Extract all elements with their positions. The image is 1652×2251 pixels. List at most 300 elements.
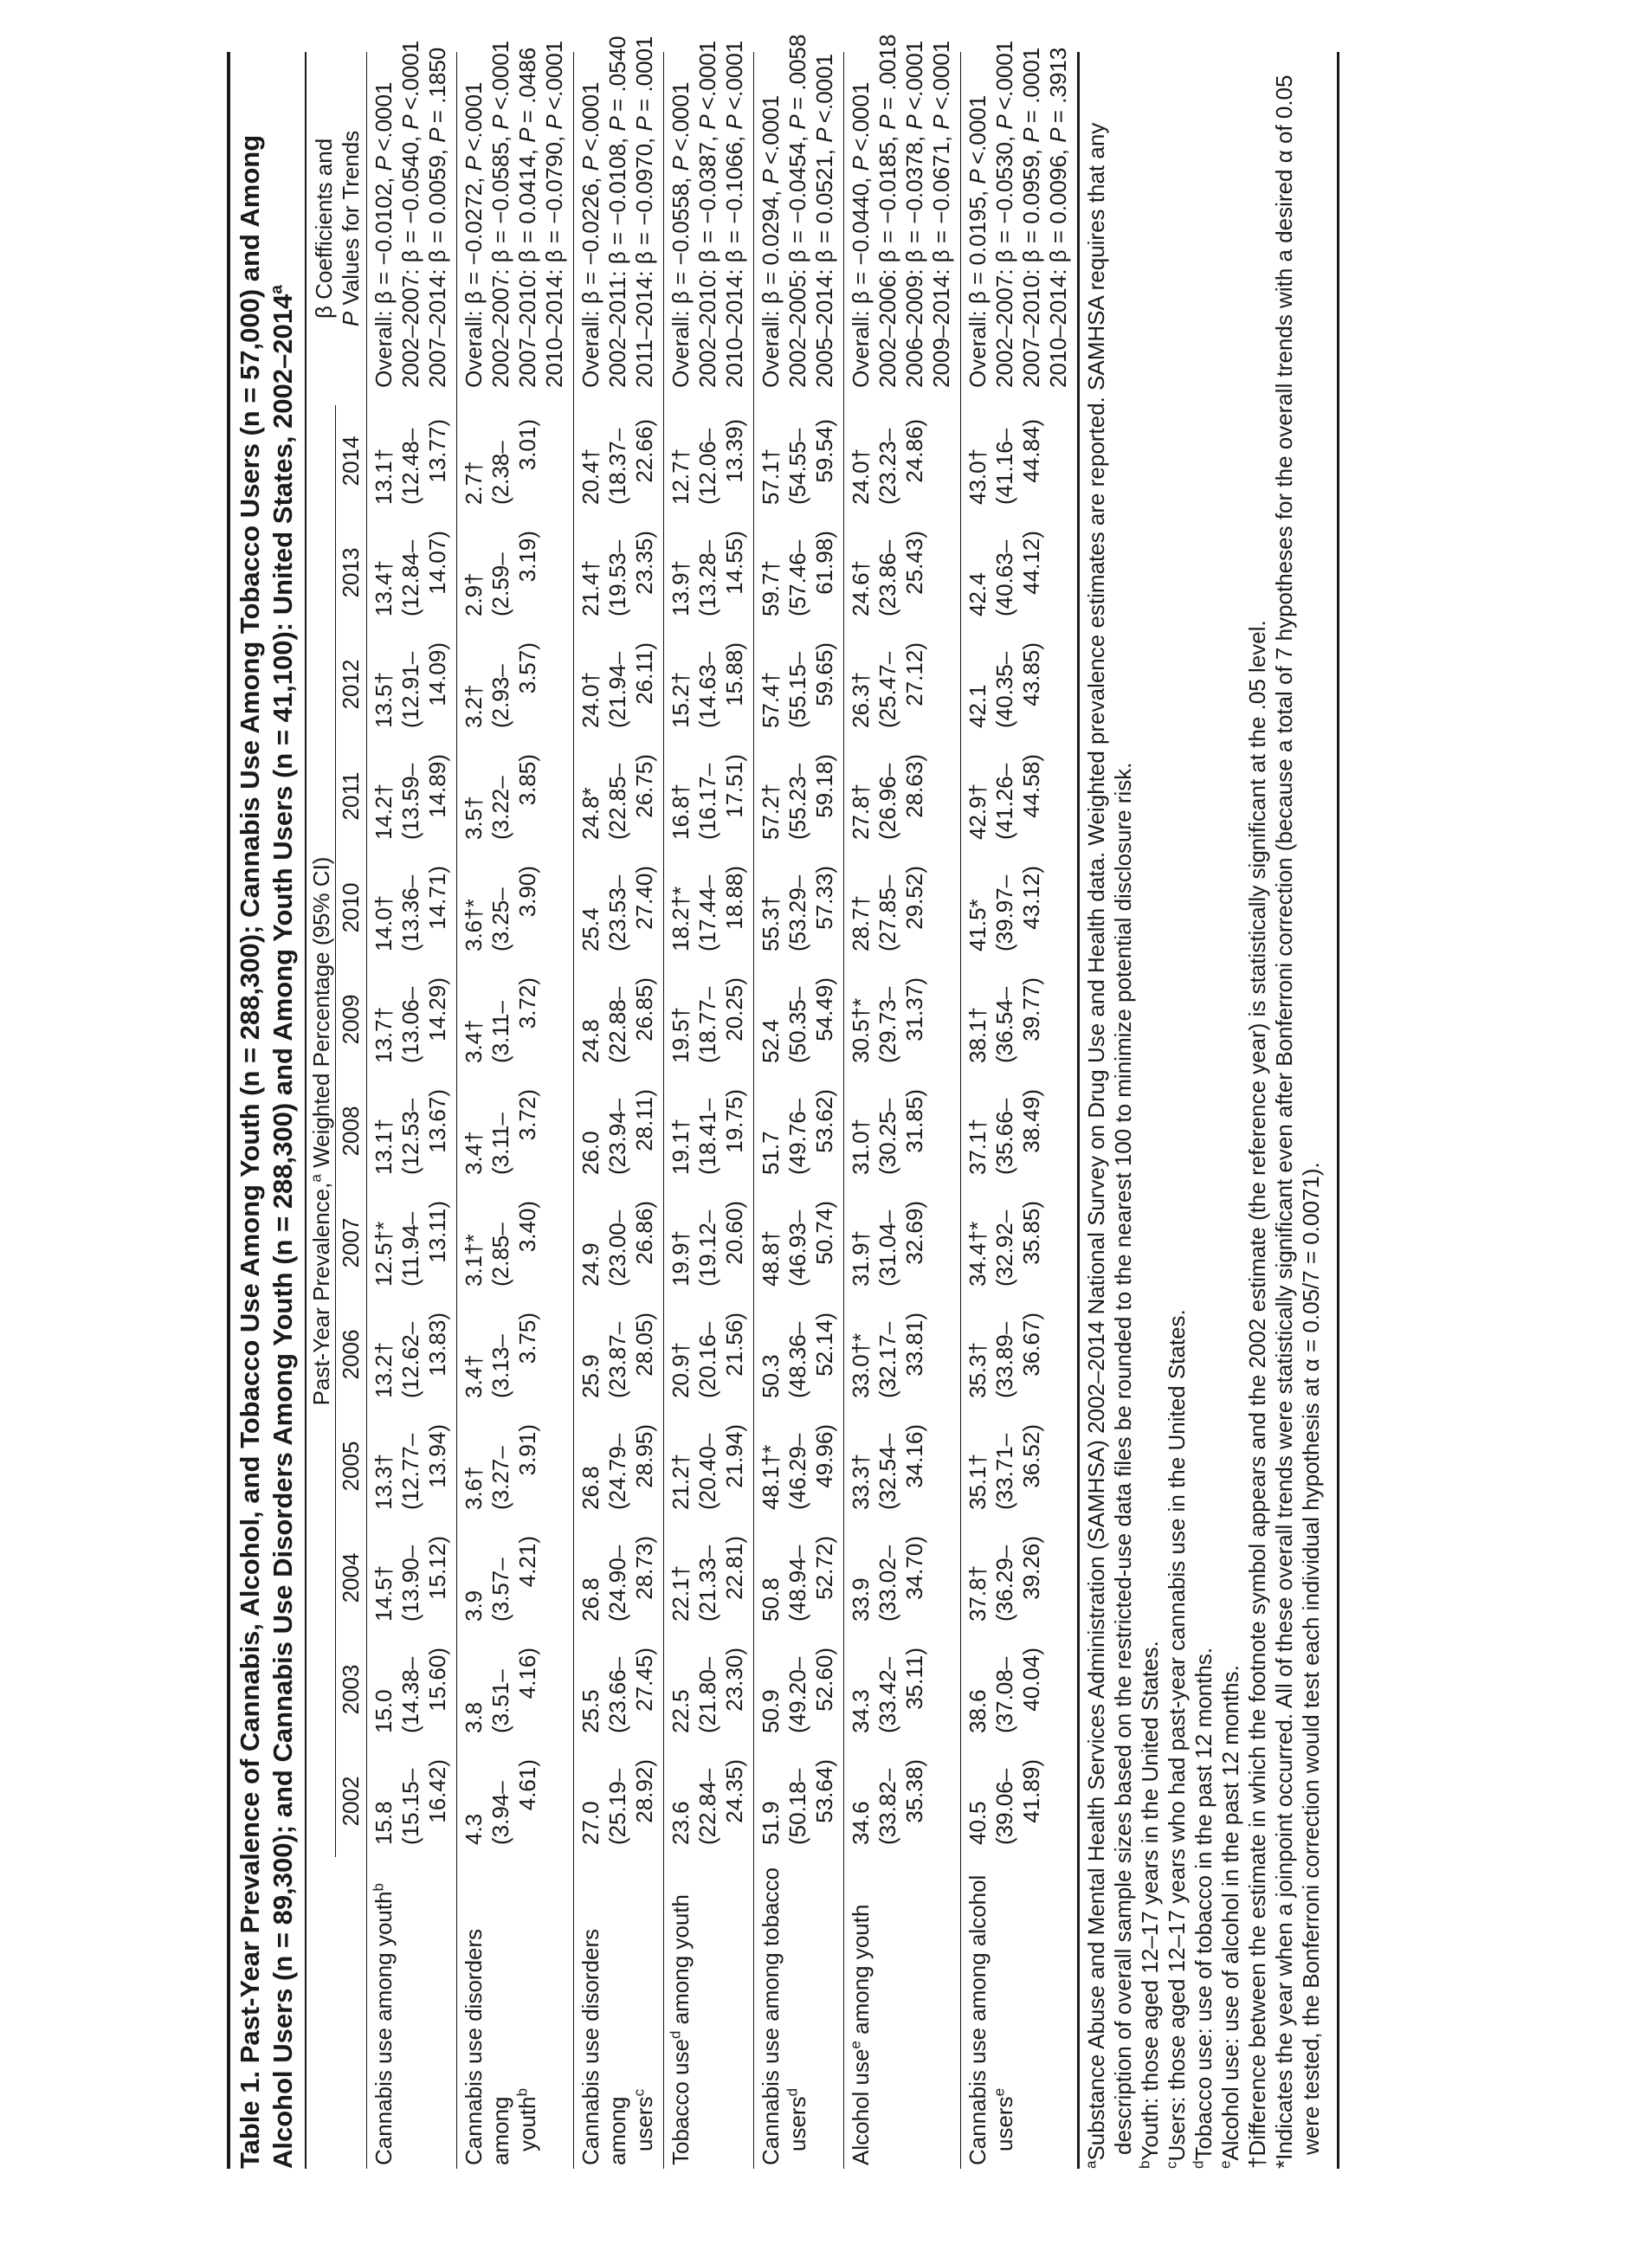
estimate: 50.3 bbox=[758, 1354, 784, 1398]
estimate: 26.8 bbox=[578, 1466, 603, 1510]
ci-lower: (35.66– bbox=[991, 1098, 1017, 1175]
estimate: 38.6 bbox=[965, 1689, 991, 1733]
estimate-cell bbox=[574, 629, 664, 740]
coef-line: 2002–2005: β = −0.0454, P = .0058 bbox=[784, 34, 810, 388]
estimate-cell bbox=[961, 1187, 1078, 1299]
estimate-cell bbox=[664, 964, 754, 1075]
estimate-cell bbox=[754, 1634, 844, 1745]
estimate-cell bbox=[574, 1075, 664, 1187]
estimate-cell bbox=[664, 1634, 754, 1745]
estimate-cell bbox=[754, 852, 844, 964]
ci-upper: 41.89) bbox=[1018, 1759, 1044, 1823]
estimate-cell bbox=[844, 1634, 961, 1745]
estimate-cell bbox=[754, 1522, 844, 1634]
estimate: 37.8† bbox=[965, 1564, 991, 1622]
ci-upper: 16.42) bbox=[424, 1759, 450, 1823]
ci-lower: (48.36– bbox=[784, 1321, 810, 1398]
ci-lower: (12.77– bbox=[397, 1433, 423, 1510]
ci-upper: 35.11) bbox=[901, 1648, 927, 1710]
estimate: 16.8† bbox=[668, 783, 694, 840]
year-header: 2002 bbox=[336, 1745, 367, 1857]
coef-line: 2002–2007: β = −0.0530, P <.0001 bbox=[991, 40, 1017, 388]
ci-upper: 40.04) bbox=[1018, 1648, 1044, 1712]
table-row bbox=[367, 52, 457, 2169]
row-label: Cannabis use disorders among users$^c$ bbox=[578, 1928, 657, 2165]
estimate-cell bbox=[574, 517, 664, 629]
estimate: 30.5†* bbox=[848, 997, 874, 1063]
estimate-cell bbox=[367, 1410, 457, 1522]
ci-lower: (2.85– bbox=[487, 1222, 513, 1287]
corner-cell-2 bbox=[336, 1857, 367, 2169]
estimate-cell bbox=[574, 852, 664, 964]
ci-lower: (50.35– bbox=[784, 986, 810, 1063]
estimate: 25.4 bbox=[578, 907, 603, 951]
estimate-cell bbox=[664, 1187, 754, 1299]
estimate-cell bbox=[844, 1522, 961, 1634]
ci-lower: (14.63– bbox=[694, 651, 720, 728]
ci-upper: 44.58) bbox=[1018, 754, 1044, 818]
estimate-cell bbox=[961, 1410, 1078, 1522]
ci-upper: 13.67) bbox=[424, 1089, 450, 1153]
ci-upper: 59.18) bbox=[811, 754, 837, 818]
ci-upper: 31.85) bbox=[901, 1089, 927, 1153]
estimate: 13.9† bbox=[668, 559, 694, 616]
ci-lower: (21.80– bbox=[694, 1656, 720, 1733]
estimate: 28.7† bbox=[848, 894, 874, 951]
estimate-cell bbox=[367, 629, 457, 740]
ci-upper: 25.43) bbox=[901, 531, 927, 595]
ci-upper: 39.77) bbox=[1018, 977, 1044, 1042]
estimate: 3.6† bbox=[461, 1466, 487, 1510]
estimate: 13.1† bbox=[371, 448, 397, 505]
footnote: $^c$Users: those aged 12–17 years who had past-year cannabis use in the United States. bbox=[1163, 1309, 1190, 2169]
year-header: 2014 bbox=[336, 405, 367, 517]
estimate-cell bbox=[367, 1522, 457, 1634]
estimate-cell bbox=[574, 1299, 664, 1410]
coef-line: 2002–2007: β = −0.0540, P <.0001 bbox=[397, 40, 423, 388]
ci-upper: 20.60) bbox=[721, 1201, 747, 1265]
estimate-cell bbox=[844, 629, 961, 740]
estimate: 13.1† bbox=[371, 1118, 397, 1175]
estimate: 26.8 bbox=[578, 1577, 603, 1622]
coef-line: 2002–2007: β = −0.0585, P <.0001 bbox=[487, 40, 513, 388]
coef-line: 2007–2010: β = 0.0959, P = .0001 bbox=[1018, 47, 1044, 388]
estimate-cell bbox=[367, 517, 457, 629]
bottom-rule bbox=[1337, 52, 1339, 2169]
ci-lower: (23.00– bbox=[604, 1209, 630, 1287]
estimate-cell bbox=[664, 740, 754, 852]
estimate: 37.1† bbox=[965, 1118, 991, 1175]
estimate: 24.8 bbox=[578, 1019, 603, 1063]
ci-lower: (37.08– bbox=[991, 1656, 1017, 1733]
estimate: 48.1†* bbox=[758, 1444, 784, 1510]
coef-line: 2007–2010: β = 0.0414, P = .0486 bbox=[514, 47, 540, 388]
estimate: 25.9 bbox=[578, 1354, 603, 1398]
ci-upper: 53.64) bbox=[811, 1759, 837, 1823]
estimate: 13.2† bbox=[371, 1341, 397, 1398]
estimate: 50.9 bbox=[758, 1689, 784, 1733]
ci-upper: 34.16) bbox=[901, 1424, 927, 1488]
ci-lower: (21.33– bbox=[694, 1545, 720, 1622]
ci-lower: (33.42– bbox=[874, 1656, 900, 1733]
estimate: 31.0† bbox=[848, 1118, 874, 1175]
ci-lower: (39.06– bbox=[991, 1768, 1017, 1845]
ci-upper: 14.71) bbox=[424, 866, 450, 930]
ci-lower: (19.12– bbox=[694, 1209, 720, 1287]
estimate: 48.8† bbox=[758, 1229, 784, 1287]
estimate: 12.7† bbox=[668, 448, 694, 505]
ci-lower: (2.93– bbox=[487, 664, 513, 728]
footnote: $^a$Substance Abuse and Mental Health Services Administration (SAMHSA) 2002–2014 National Survey on Drug Use and Health data. Weighted prevalence estimates are reported. SAMHSA requires that any description of overall sample sizes based on the restricted-use data files be rounded to the nearest 100 to minimize potential disclosure risk. bbox=[1082, 122, 1136, 2169]
ci-lower: (12.06– bbox=[694, 428, 720, 505]
estimate: 51.9 bbox=[758, 1801, 784, 1845]
estimate-cell bbox=[961, 1522, 1078, 1634]
coef-line: Overall: β = −0.0558, P <.0001 bbox=[668, 81, 694, 388]
footnote: $^d$Tobacco use: use of tobacco in the past 12 months. bbox=[1190, 1647, 1216, 2169]
year-header: 2008 bbox=[336, 1075, 367, 1187]
estimate-cell bbox=[367, 1634, 457, 1745]
estimate: 19.5† bbox=[668, 1006, 694, 1063]
ci-lower: (39.97– bbox=[991, 874, 1017, 951]
ci-upper: 59.65) bbox=[811, 642, 837, 706]
estimate: 24.8* bbox=[578, 787, 603, 840]
ci-upper: 3.57) bbox=[514, 642, 540, 694]
ci-upper: 14.09) bbox=[424, 642, 450, 706]
ci-lower: (13.36– bbox=[397, 874, 423, 951]
ci-upper: 15.12) bbox=[424, 1536, 450, 1600]
estimate: 42.9† bbox=[965, 783, 991, 840]
table-row bbox=[961, 52, 1078, 2169]
estimate: 33.3† bbox=[848, 1453, 874, 1510]
ci-lower: (46.29– bbox=[784, 1433, 810, 1510]
ci-upper: 4.61) bbox=[514, 1759, 540, 1811]
estimate: 13.3† bbox=[371, 1453, 397, 1510]
ci-lower: (23.87– bbox=[604, 1321, 630, 1398]
ci-upper: 39.26) bbox=[1018, 1536, 1044, 1600]
ci-upper: 29.52) bbox=[901, 866, 927, 930]
estimate-cell bbox=[664, 1410, 754, 1522]
ci-upper: 3.90) bbox=[514, 866, 540, 918]
estimate: 3.6†* bbox=[461, 899, 487, 951]
ci-upper: 28.63) bbox=[901, 754, 927, 818]
estimate: 3.4† bbox=[461, 1019, 487, 1063]
year-header: 2007 bbox=[336, 1187, 367, 1299]
ci-lower: (36.54– bbox=[991, 986, 1017, 1063]
row-label: Tobacco use$^d$ among youth bbox=[667, 1893, 694, 2165]
estimate-cell bbox=[961, 1075, 1078, 1187]
estimate-cell bbox=[844, 740, 961, 852]
ci-lower: (15.15– bbox=[397, 1768, 423, 1845]
estimate: 2.7† bbox=[461, 461, 487, 505]
year-header: 2009 bbox=[336, 964, 367, 1075]
estimate: 57.4† bbox=[758, 671, 784, 728]
coef-line: 2011–2014: β = −0.0970, P = .0001 bbox=[631, 35, 657, 388]
ci-upper: 3.75) bbox=[514, 1313, 540, 1364]
year-header: 2005 bbox=[336, 1410, 367, 1522]
estimate-cell bbox=[961, 964, 1078, 1075]
ci-lower: (3.11– bbox=[487, 1113, 513, 1175]
ci-lower: (12.53– bbox=[397, 1098, 423, 1175]
footnote: $^b$Youth: those aged 12–17 years in the United States. bbox=[1136, 1641, 1163, 2169]
coef-cell bbox=[961, 40, 1078, 405]
ci-lower: (41.26– bbox=[991, 763, 1017, 840]
year-header: 2003 bbox=[336, 1634, 367, 1745]
estimate: 20.9† bbox=[668, 1341, 694, 1398]
estimate: 3.1†* bbox=[461, 1234, 487, 1287]
estimate: 55.3† bbox=[758, 894, 784, 951]
coef-line: Overall: β = −0.0440, P <.0001 bbox=[848, 81, 874, 388]
estimate-cell bbox=[754, 1187, 844, 1299]
ci-lower: (2.59– bbox=[487, 552, 513, 616]
ci-lower: (21.94– bbox=[604, 651, 630, 728]
estimate: 33.0†* bbox=[848, 1332, 874, 1398]
estimate: 34.6 bbox=[848, 1801, 874, 1845]
estimate-cell bbox=[754, 1745, 844, 1857]
table-row bbox=[754, 52, 844, 2169]
coef-line: 2010–2014: β = 0.0096, P = .3913 bbox=[1045, 47, 1071, 388]
footnotes bbox=[1078, 52, 1325, 2169]
ci-upper: 13.77) bbox=[424, 418, 450, 483]
ci-lower: (29.73– bbox=[874, 986, 900, 1063]
row-label: Alcohol use$^e$ among youth bbox=[847, 1904, 874, 2165]
ci-upper: 34.70) bbox=[901, 1536, 927, 1600]
ci-upper: 57.33) bbox=[811, 866, 837, 930]
estimate-cell bbox=[457, 1187, 574, 1299]
ci-lower: (3.27– bbox=[487, 1446, 513, 1510]
estimate-cell bbox=[961, 405, 1078, 517]
ci-upper: 27.40) bbox=[631, 866, 657, 930]
estimate-cell bbox=[961, 740, 1078, 852]
ci-upper: 21.56) bbox=[721, 1313, 747, 1377]
estimate: 4.3 bbox=[461, 1813, 487, 1845]
ci-lower: (30.25– bbox=[874, 1098, 900, 1175]
estimate-cell bbox=[664, 852, 754, 964]
ci-lower: (32.92– bbox=[991, 1209, 1017, 1287]
coef-cell bbox=[457, 40, 574, 405]
ci-lower: (33.89– bbox=[991, 1321, 1017, 1398]
estimate-cell bbox=[367, 1187, 457, 1299]
ci-lower: (23.66– bbox=[604, 1656, 630, 1733]
ci-upper: 13.94) bbox=[424, 1424, 450, 1488]
ci-lower: (3.11– bbox=[487, 1001, 513, 1063]
estimate-cell bbox=[961, 517, 1078, 629]
estimate: 24.0† bbox=[848, 448, 874, 505]
coef-cell bbox=[844, 34, 961, 405]
estimate-cell bbox=[367, 964, 457, 1075]
ci-upper: 3.91) bbox=[514, 1424, 540, 1476]
estimate-cell bbox=[844, 405, 961, 517]
ci-upper: 35.85) bbox=[1018, 1201, 1044, 1265]
estimate-cell bbox=[457, 740, 574, 852]
ci-upper: 27.45) bbox=[631, 1648, 657, 1712]
ci-upper: 52.72) bbox=[811, 1536, 837, 1600]
estimate-cell bbox=[961, 1745, 1078, 1857]
ci-upper: 14.89) bbox=[424, 754, 450, 818]
ci-upper: 36.67) bbox=[1018, 1313, 1044, 1377]
estimate-cell bbox=[574, 1634, 664, 1745]
estimate-cell bbox=[457, 852, 574, 964]
estimate: 21.2† bbox=[668, 1453, 694, 1510]
ci-upper: 28.11) bbox=[631, 1089, 657, 1151]
ci-upper: 21.94) bbox=[721, 1424, 747, 1488]
row-label: Cannabis use among youth$^b$ bbox=[370, 1882, 397, 2165]
ci-upper: 13.39) bbox=[721, 418, 747, 483]
footnote: *Indicates the year when a joinpoint occurred. All of these overall trends were statistically significant even after Bonferroni correction (because a total of 7 hypotheses for the overall trends with a desired α of 0.05 were tested, the Bonferroni correction would test each individual hypothesis at α = 0.05/7 = 0.0071). bbox=[1271, 74, 1324, 2169]
estimate: 38.1† bbox=[965, 1006, 991, 1063]
ci-lower: (46.93– bbox=[784, 1209, 810, 1287]
ci-upper: 3.72) bbox=[514, 977, 540, 1029]
estimate-cell bbox=[961, 629, 1078, 740]
ci-lower: (12.48– bbox=[397, 428, 423, 505]
estimate: 40.5 bbox=[965, 1801, 991, 1845]
ci-lower: (3.94– bbox=[487, 1781, 513, 1845]
ci-upper: 26.75) bbox=[631, 754, 657, 818]
estimate-cell bbox=[574, 740, 664, 852]
ci-lower: (23.86– bbox=[874, 539, 900, 616]
ci-upper: 38.49) bbox=[1018, 1089, 1044, 1153]
ci-upper: 13.11) bbox=[424, 1201, 450, 1263]
estimate-cell bbox=[457, 1745, 574, 1857]
coef-cell bbox=[754, 34, 844, 405]
coef-header: β Coefficients and P Values for Trends bbox=[306, 52, 367, 405]
table-row bbox=[457, 52, 574, 2169]
year-header: 2004 bbox=[336, 1522, 367, 1634]
estimate-cell bbox=[574, 405, 664, 517]
estimate-cell bbox=[367, 852, 457, 964]
estimate-cell bbox=[664, 1745, 754, 1857]
year-header: 2012 bbox=[336, 629, 367, 740]
estimate-cell bbox=[367, 1299, 457, 1410]
ci-lower: (33.82– bbox=[874, 1768, 900, 1845]
ci-lower: (3.25– bbox=[487, 887, 513, 951]
estimate: 35.1† bbox=[965, 1453, 991, 1510]
estimate-cell bbox=[754, 1410, 844, 1522]
ci-lower: (27.85– bbox=[874, 874, 900, 951]
ci-upper: 35.38) bbox=[901, 1759, 927, 1823]
prevalence-table bbox=[305, 34, 1078, 2169]
ci-upper: 28.73) bbox=[631, 1536, 657, 1600]
table-row bbox=[664, 52, 754, 2169]
ci-lower: (20.40– bbox=[694, 1433, 720, 1510]
coef-line: Overall: β = 0.0294, P <.0001 bbox=[758, 94, 784, 388]
ci-upper: 26.11) bbox=[631, 642, 657, 705]
year-header: 2010 bbox=[336, 852, 367, 964]
estimate-cell bbox=[754, 405, 844, 517]
estimate: 42.4 bbox=[965, 572, 991, 616]
estimate-cell bbox=[754, 740, 844, 852]
ci-lower: (32.54– bbox=[874, 1433, 900, 1510]
estimate: 34.4†* bbox=[965, 1221, 991, 1287]
ci-lower: (13.28– bbox=[694, 539, 720, 616]
coef-line: 2007–2014: β = 0.0059, P = .1850 bbox=[424, 47, 450, 388]
ci-lower: (57.46– bbox=[784, 539, 810, 616]
estimate: 19.1† bbox=[668, 1118, 694, 1175]
estimate-cell bbox=[664, 517, 754, 629]
ci-lower: (41.16– bbox=[991, 428, 1017, 505]
estimate-cell bbox=[844, 1075, 961, 1187]
estimate: 24.0† bbox=[578, 671, 603, 728]
ci-upper: 50.74) bbox=[811, 1201, 837, 1265]
estimate-cell bbox=[754, 964, 844, 1075]
estimate: 26.0 bbox=[578, 1131, 603, 1175]
estimate-cell bbox=[457, 1410, 574, 1522]
ci-lower: (50.18– bbox=[784, 1768, 810, 1845]
estimate-cell bbox=[961, 1634, 1078, 1745]
estimate: 2.9† bbox=[461, 572, 487, 616]
estimate: 41.5* bbox=[965, 899, 991, 951]
coef-line: 2006–2009: β = −0.0378, P <.0001 bbox=[901, 40, 927, 388]
coef-line: Overall: β = −0.0226, P <.0001 bbox=[578, 81, 603, 388]
estimate-cell bbox=[844, 964, 961, 1075]
ci-upper: 43.85) bbox=[1018, 642, 1044, 706]
estimate-cell bbox=[457, 629, 574, 740]
ci-lower: (36.29– bbox=[991, 1545, 1017, 1622]
row-label: Cannabis use disorders among youth$^b$ bbox=[461, 1928, 540, 2165]
ci-upper: 14.55) bbox=[721, 531, 747, 595]
ci-upper: 19.75) bbox=[721, 1089, 747, 1153]
table-row bbox=[574, 52, 664, 2169]
coef-line: 2009–2014: β = −0.0671, P <.0001 bbox=[928, 40, 954, 388]
ci-lower: (55.15– bbox=[784, 651, 810, 728]
estimate: 50.8 bbox=[758, 1577, 784, 1622]
ci-lower: (54.55– bbox=[784, 428, 810, 505]
ci-lower: (23.94– bbox=[604, 1098, 630, 1175]
table-body bbox=[367, 34, 1078, 2169]
estimate: 14.0† bbox=[371, 894, 397, 951]
estimate-cell bbox=[457, 1634, 574, 1745]
estimate: 31.9† bbox=[848, 1229, 874, 1287]
ci-lower: (22.88– bbox=[604, 986, 630, 1063]
estimate: 51.7 bbox=[758, 1131, 784, 1175]
estimate-cell bbox=[664, 629, 754, 740]
estimate: 21.4† bbox=[578, 559, 603, 616]
ci-lower: (18.41– bbox=[694, 1098, 720, 1175]
ci-upper: 3.72) bbox=[514, 1089, 540, 1141]
estimate-cell bbox=[754, 629, 844, 740]
estimate: 14.2† bbox=[371, 783, 397, 840]
ci-lower: (11.94– bbox=[397, 1211, 423, 1287]
ci-upper: 22.81) bbox=[721, 1536, 747, 1600]
estimate: 42.1 bbox=[965, 684, 991, 728]
ci-upper: 17.51) bbox=[721, 754, 747, 818]
ci-upper: 26.85) bbox=[631, 977, 657, 1042]
estimate-cell bbox=[574, 1745, 664, 1857]
row-label: Cannabis use among tobacco users$^d$ bbox=[758, 1867, 810, 2165]
row-label: Cannabis use among alcohol users$^e$ bbox=[965, 1874, 1017, 2165]
estimate-cell bbox=[367, 740, 457, 852]
ci-lower: (24.79– bbox=[604, 1433, 630, 1510]
estimate-cell bbox=[844, 1187, 961, 1299]
estimate: 24.9 bbox=[578, 1242, 603, 1287]
estimate-cell bbox=[844, 1745, 961, 1857]
ci-upper: 4.16) bbox=[514, 1648, 540, 1700]
estimate: 20.4† bbox=[578, 448, 603, 505]
estimate-cell bbox=[961, 1299, 1078, 1410]
ci-upper: 36.52) bbox=[1018, 1424, 1044, 1488]
estimate: 52.4 bbox=[758, 1019, 784, 1063]
ci-upper: 23.30) bbox=[721, 1648, 747, 1712]
ci-upper: 52.60) bbox=[811, 1648, 837, 1712]
ci-lower: (19.53– bbox=[604, 539, 630, 616]
coef-line: 2002–2011: β = −0.0108, P = .0540 bbox=[604, 35, 630, 388]
ci-upper: 26.86) bbox=[631, 1201, 657, 1265]
estimate: 26.3† bbox=[848, 671, 874, 728]
table-row bbox=[844, 52, 961, 2169]
ci-lower: (25.47– bbox=[874, 651, 900, 728]
estimate: 13.5† bbox=[371, 671, 397, 728]
coef-line: 2010–2014: β = −0.0790, P <.0001 bbox=[541, 40, 567, 388]
estimate-cell bbox=[367, 1075, 457, 1187]
